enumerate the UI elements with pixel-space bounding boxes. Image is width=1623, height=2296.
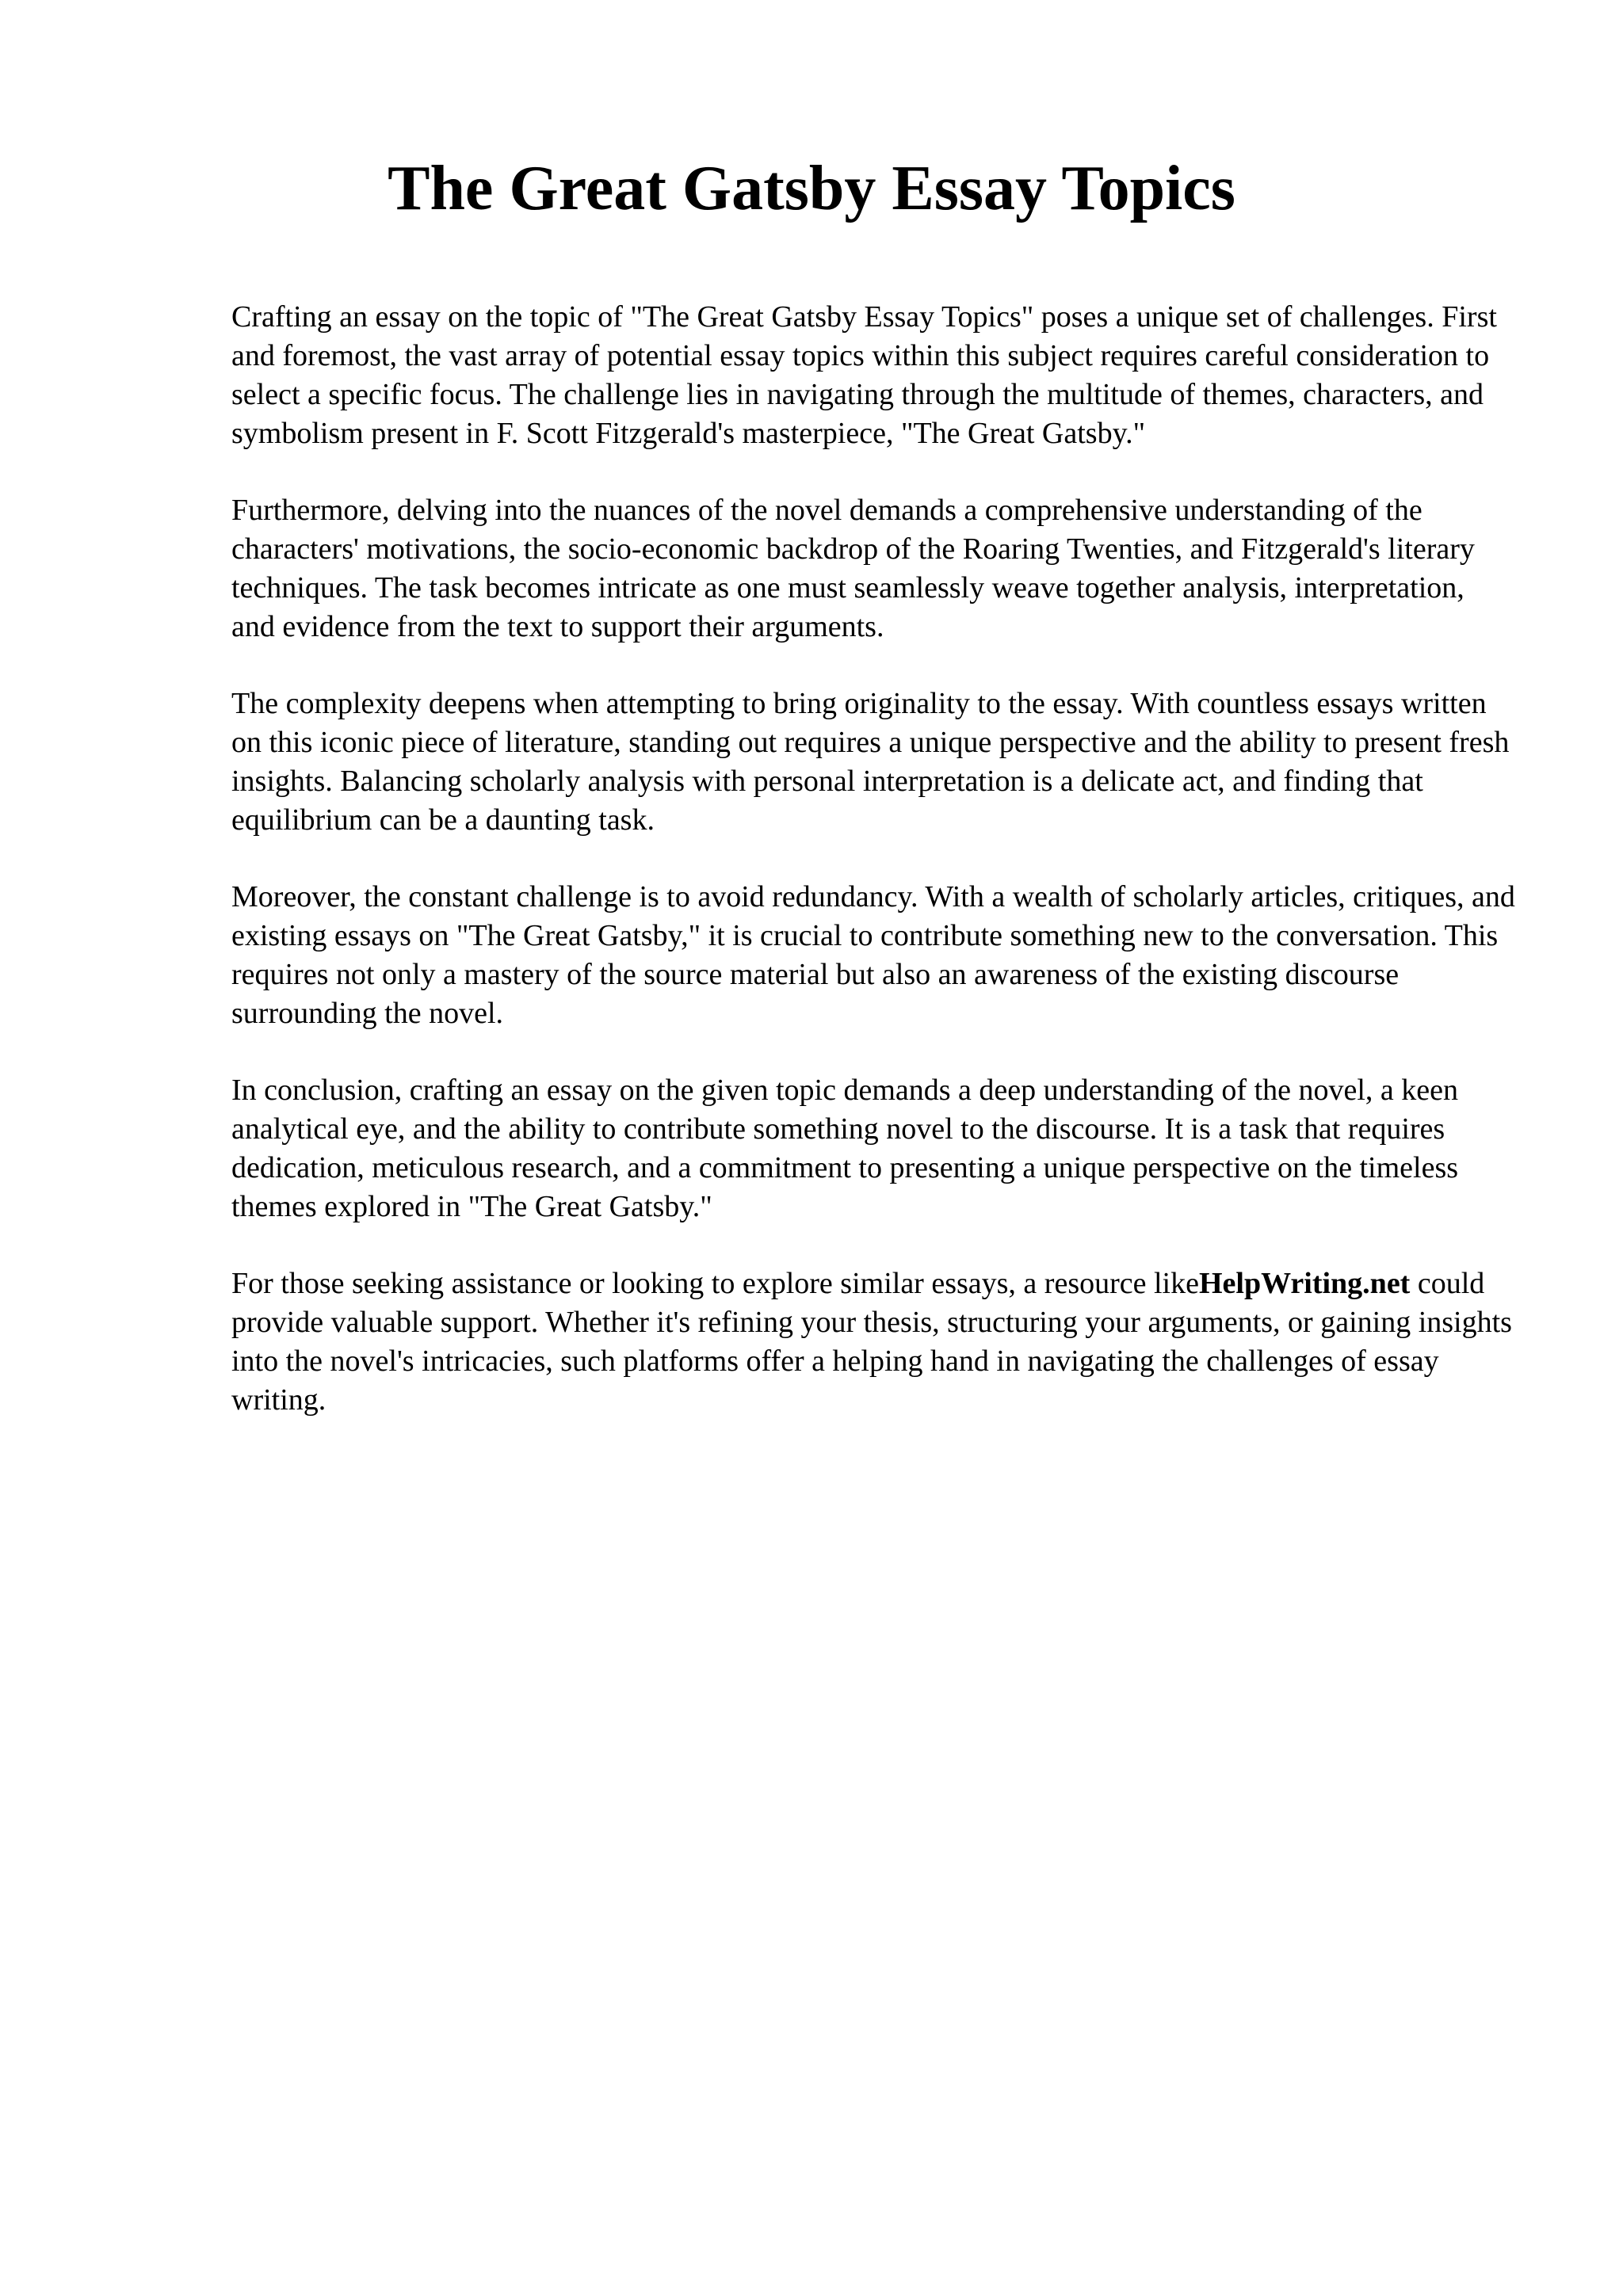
paragraph-2: Furthermore, delving into the nuances of the novel demands a comprehensive understanding of the characters' motivations, the socio-economic backdrop of the Roaring Twenties, and Fitzgerald's literary techniques. The task becomes intricate as one must seamlessly weave together analysis, interpretation, and evidence from the text to support their arguments.	[231, 494, 1475, 643]
paragraph-6-intro: For those seeking assistance or looking to explore similar essays, a resource like	[231, 1267, 1199, 1300]
paragraph-3: The complexity deepens when attempting to bring originality to the essay. With countless essays written on this iconic piece of literature, standing out requires a unique perspective and the ability to present fresh insights. Balancing scholarly analysis with personal interpretation is a delicate act, and finding that equilibrium can be a daunting task.	[231, 687, 1510, 837]
paragraph-4: Moreover, the constant challenge is to avoid redundancy. With a wealth of scholarly articles, critiques, and existing essays on "The Great Gatsby," it is crucial to contribute something new to the conversation. This requires not only a mastery of the source material but also an awareness of the existing discourse surrounding the novel.	[231, 880, 1515, 1030]
paragraph-6	[231, 1264, 1515, 1420]
document-body	[231, 298, 1515, 1458]
helpwriting-link[interactable]: HelpWriting.net	[1198, 1267, 1411, 1300]
paragraph-1: Crafting an essay on the topic of "The Great Gatsby Essay Topics" poses a unique set of challenges. First and foremost, the vast array of potential essay topics within this subject requires careful consideration to select a specific focus. The challenge lies in navigating through the multitude of themes, characters, and symbolism present in F. Scott Fitzgerald's masterpiece, "The Great Gatsby."	[231, 300, 1497, 450]
document-title: The Great Gatsby Essay Topics	[388, 154, 1235, 223]
paragraph-5: In conclusion, crafting an essay on the given topic demands a deep understanding of the novel, a keen analytical eye, and the ability to contribute something novel to the discourse. It is a task that requires dedication, meticulous research, and a commitment to presenting a unique perspective on the timeless themes explored in "The Great Gatsby."	[231, 1074, 1459, 1223]
paragraph-6-rest: could provide valuable support. Whether it's refining your thesis, structuring your arguments, or gaining insights into the novel's intricacies, such platforms offer a helping hand in navigating the challenges of essay writing.	[231, 1267, 1512, 1417]
